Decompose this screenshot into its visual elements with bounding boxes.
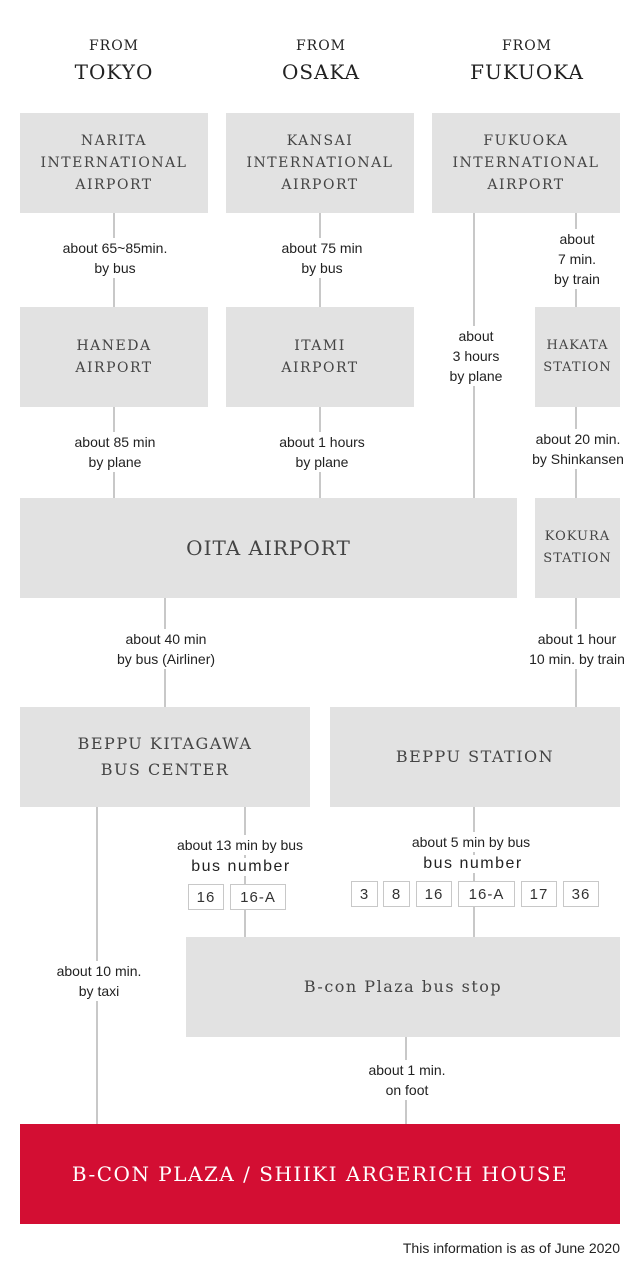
bus-number-label-station: bus number bbox=[418, 855, 528, 873]
bus-chip: 36 bbox=[563, 881, 599, 907]
header-fukuoka-from: FROM bbox=[501, 38, 553, 54]
leg-kokura-beppu: about 1 hour 10 min. by train bbox=[518, 629, 636, 669]
leg-narita-haneda: about 65~85min. by bus bbox=[44, 238, 186, 278]
leg-beppu-busstop: about 5 min by bus bbox=[396, 832, 546, 852]
bus-chip: 3 bbox=[351, 881, 378, 907]
bus-chip: 17 bbox=[521, 881, 557, 907]
node-oita: OITA AIRPORT bbox=[20, 498, 517, 598]
header-tokyo bbox=[19, 38, 209, 84]
info-date-note: This information is as of June 2020 bbox=[402, 1240, 620, 1256]
leg-fukuoka-oita: about 3 hours by plane bbox=[440, 326, 512, 386]
node-narita: NARITA INTERNATIONAL AIRPORT bbox=[20, 113, 208, 213]
leg-haneda-oita: about 85 min by plane bbox=[60, 432, 170, 472]
node-haneda: HANEDA AIRPORT bbox=[20, 307, 208, 407]
leg-oita-kitagawa: about 40 min by bus (Airliner) bbox=[102, 629, 230, 669]
header-tokyo-city: TOKYO bbox=[74, 60, 154, 84]
bus-chip: 16-A bbox=[230, 884, 286, 910]
leg-kitagawa-taxi: about 10 min. by taxi bbox=[44, 961, 154, 1001]
header-osaka-from: FROM bbox=[295, 38, 347, 54]
node-hakata: HAKATA STATION bbox=[535, 307, 620, 407]
leg-fukuoka-hakata: about 7 min. by train bbox=[544, 229, 610, 289]
node-destination: B-CON PLAZA / SHIIKI ARGERICH HOUSE bbox=[20, 1124, 620, 1224]
header-fukuoka bbox=[432, 38, 622, 84]
leg-kitagawa-busstop: about 13 min by bus bbox=[163, 835, 317, 855]
node-beppu-station: BEPPU STATION bbox=[330, 707, 620, 807]
leg-itami-oita: about 1 hours by plane bbox=[266, 432, 378, 472]
node-itami: ITAMI AIRPORT bbox=[226, 307, 414, 407]
node-kokura: KOKURA STATION bbox=[535, 498, 620, 598]
header-tokyo-from: FROM bbox=[88, 38, 140, 54]
header-fukuoka-city: FUKUOKA bbox=[470, 60, 584, 84]
bus-chip: 16 bbox=[416, 881, 452, 907]
header-osaka bbox=[226, 38, 416, 84]
bus-number-label-kitagawa: bus number bbox=[186, 858, 296, 876]
leg-busstop-foot: about 1 min. on foot bbox=[350, 1060, 464, 1100]
header-osaka-city: OSAKA bbox=[281, 60, 361, 84]
node-fukuoka-airport: FUKUOKA INTERNATIONAL AIRPORT bbox=[432, 113, 620, 213]
leg-kansai-itami: about 75 min by bus bbox=[265, 238, 379, 278]
bus-chip: 8 bbox=[383, 881, 410, 907]
node-kansai: KANSAI INTERNATIONAL AIRPORT bbox=[226, 113, 414, 213]
node-kitagawa: BEPPU KITAGAWA BUS CENTER bbox=[20, 707, 310, 807]
bus-chip: 16 bbox=[188, 884, 224, 910]
node-bus-stop: B-con Plaza bus stop bbox=[186, 937, 620, 1037]
leg-hakata-kokura: about 20 min. by Shinkansen bbox=[520, 429, 636, 469]
bus-chip: 16-A bbox=[458, 881, 515, 907]
